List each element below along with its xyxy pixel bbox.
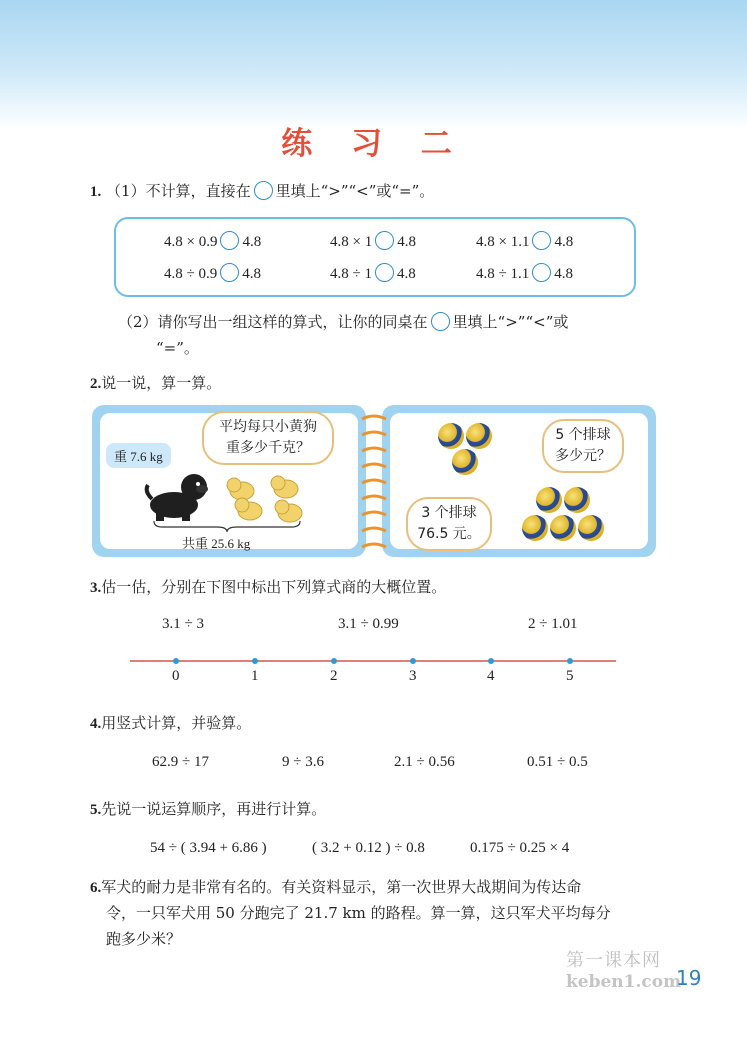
total-weight-label: 共重 25.6 kg <box>182 536 251 551</box>
tick-5 <box>567 658 573 664</box>
tick-label-1: 1 <box>251 668 259 684</box>
q5-number: 5. <box>90 802 102 818</box>
yellow-puppies-icon <box>220 467 310 525</box>
black-dog-icon <box>144 467 214 525</box>
tick-label-0: 0 <box>172 668 180 684</box>
q2-heading <box>90 370 221 397</box>
q1-expr-5: 4.8 ÷ 1 4.8 <box>330 263 416 283</box>
tick-3 <box>410 658 416 664</box>
answer-circle-icon[interactable] <box>220 263 239 282</box>
watermark-text: 第一课本网 <box>566 950 661 971</box>
q3-expr-2: 3.1 ÷ 0.99 <box>338 616 399 632</box>
price-bubble: 3 个排球 76.5 元。 <box>406 497 492 551</box>
answer-circle-icon[interactable] <box>532 263 551 282</box>
q3-number: 3. <box>90 580 102 596</box>
q4-number: 4. <box>90 716 102 732</box>
answer-circle-icon <box>431 312 450 331</box>
volleyball-icon <box>550 515 576 541</box>
q5-expr-1: 54 ÷ ( 3.94 + 6.86 ) <box>150 840 267 856</box>
q1-part1-prefix: （1）不计算，直接在 <box>106 182 251 200</box>
q2-number: 2. <box>90 376 102 392</box>
tick-label-4: 4 <box>487 668 495 684</box>
answer-circle-icon[interactable] <box>375 263 394 282</box>
q4-text: 用竖式计算，并验算。 <box>101 714 252 732</box>
answer-circle-icon[interactable] <box>375 231 394 250</box>
tick-0 <box>173 658 179 664</box>
watermark-url: keben1.com <box>566 972 682 992</box>
q1-expr-1: 4.8 × 0.9 4.8 <box>164 231 261 251</box>
q1-part2-suffix: 里填上“>”“<”或 <box>452 313 569 331</box>
q2-text: 说一说，算一算。 <box>101 374 222 392</box>
price-question-bubble: 5 个排球 多少元？ <box>542 419 624 473</box>
q3-expr-1: 3.1 ÷ 3 <box>162 616 204 632</box>
q1-expr-4: 4.8 ÷ 0.9 4.8 <box>164 263 261 283</box>
binder-rings-icon <box>358 411 390 553</box>
page-title: 练 习 二 <box>281 126 466 162</box>
q1-part2-line2: “=”。 <box>156 339 199 357</box>
q4-expr-4: 0.51 ÷ 0.5 <box>527 754 588 770</box>
q6-line-1: 6.军犬的耐力是非常有名的。有关资料显示，第一次世界大战期间为传达命 <box>90 878 582 896</box>
volleyball-icon <box>466 423 492 449</box>
q1-part1-suffix: 里填上“>”“<”或“=”。 <box>275 182 435 200</box>
tick-2 <box>331 658 337 664</box>
answer-circle-icon[interactable] <box>532 231 551 250</box>
weight-tag: 重 7.6 kg <box>106 443 171 468</box>
volleyball-icon <box>536 487 562 513</box>
dog-question-bubble: 平均每只小黄狗 重多少千克？ <box>202 411 334 465</box>
q4-heading <box>90 710 251 737</box>
q1-part1 <box>90 178 434 205</box>
tick-label-2: 2 <box>330 668 338 684</box>
page-number: 19 <box>676 966 702 990</box>
q3-expr-3: 2 ÷ 1.01 <box>528 616 578 632</box>
q4-expr-1: 62.9 ÷ 17 <box>152 754 209 770</box>
brace-icon <box>152 519 302 533</box>
tick-1 <box>252 658 258 664</box>
q5-text: 先说一说运算顺序，再进行计算。 <box>101 800 327 818</box>
volleyball-icon <box>438 423 464 449</box>
q1-expr-2: 4.8 × 1 4.8 <box>330 231 416 251</box>
number-line[interactable] <box>128 652 620 672</box>
tick-label-5: 5 <box>566 668 574 684</box>
q1-expr-6: 4.8 ÷ 1.1 4.8 <box>476 263 573 283</box>
volleyball-icon <box>522 515 548 541</box>
volleyball-icon <box>578 515 604 541</box>
q1-number: 1. <box>90 184 102 200</box>
q6-line-3: 跑多少米？ <box>106 930 182 948</box>
answer-circle-icon[interactable] <box>220 231 239 250</box>
q2-illustration <box>92 405 656 557</box>
q1-part2-prefix: （2）请你写出一组这样的算式，让你的同桌在 <box>118 313 428 331</box>
q1-expr-3: 4.8 × 1.1 4.8 <box>476 231 573 251</box>
tick-label-3: 3 <box>409 668 417 684</box>
volleyball-icon <box>564 487 590 513</box>
answer-circle-icon <box>254 181 273 200</box>
header-banner <box>0 0 747 130</box>
q5-expr-3: 0.175 ÷ 0.25 × 4 <box>470 840 570 856</box>
tick-4 <box>488 658 494 664</box>
q4-expr-3: 2.1 ÷ 0.56 <box>394 754 455 770</box>
q6-number: 6. <box>90 880 102 896</box>
q5-expr-2: ( 3.2 + 0.12 ) ÷ 0.8 <box>312 840 425 856</box>
q1-expression-box <box>114 217 636 297</box>
q4-expr-2: 9 ÷ 3.6 <box>282 754 324 770</box>
q3-text: 估一估，分别在下图中标出下列算式商的大概位置。 <box>101 578 447 596</box>
q5-heading <box>90 796 326 823</box>
q1-part2 <box>118 309 568 335</box>
q3-heading <box>90 574 446 601</box>
q6-line-2: 令，一只军犬用 50 分跑完了 21.7 km 的路程。算一算，这只军犬平均每分 <box>106 904 611 922</box>
volleyball-icon <box>452 449 478 475</box>
